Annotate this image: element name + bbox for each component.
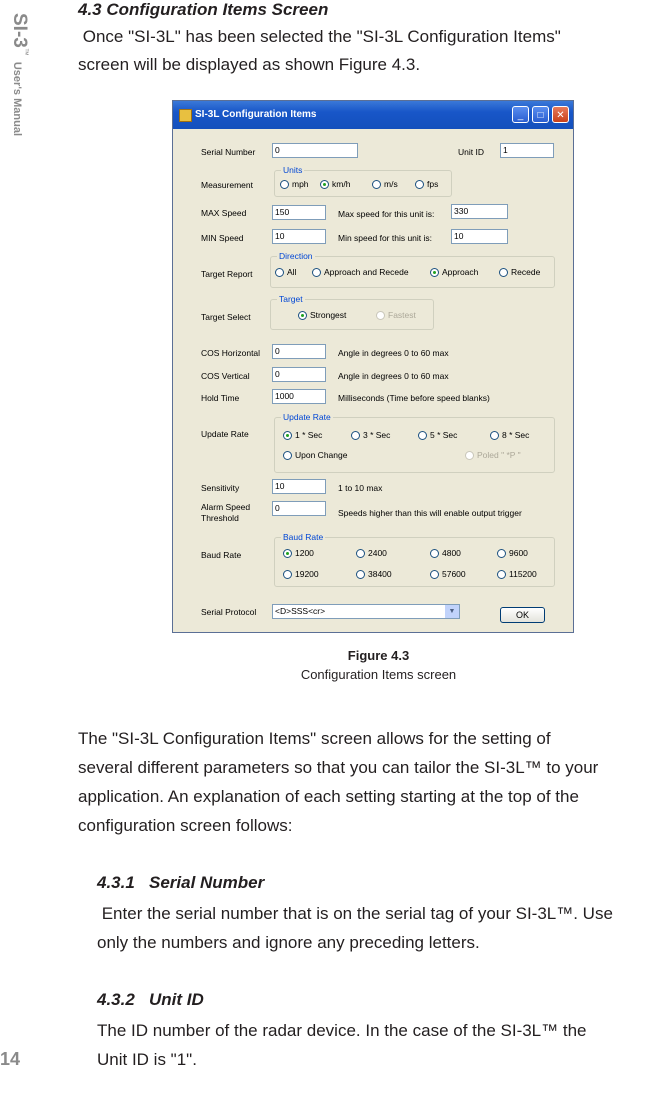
serial-protocol-label: Serial Protocol	[201, 607, 257, 617]
target-group	[270, 294, 434, 330]
serial-number-text-2: only the numbers and ignore any preceding letters.	[97, 933, 480, 952]
serial-protocol-value: <D>SSS<cr>	[275, 606, 326, 616]
serial-protocol-select[interactable]	[272, 604, 460, 619]
hold-time-label: Hold Time	[201, 393, 240, 403]
brand-name: SI-3	[9, 13, 30, 48]
alarm-speed-hint: Speeds higher than this will enable output trigger	[338, 508, 522, 518]
target-fastest-radio: Fastest	[376, 310, 416, 320]
baud-2400-radio[interactable]: 2400	[356, 548, 387, 558]
cos-horizontal-label: COS Horizontal	[201, 348, 261, 358]
serial-number-heading: 4.3.1 Serial Number	[97, 873, 265, 892]
config-window	[172, 100, 574, 633]
cos-vertical-input[interactable]: 0	[272, 367, 326, 382]
baud-group-title: Baud Rate	[283, 532, 324, 542]
sensitivity-label: Sensitivity	[201, 483, 240, 493]
unit-id-heading: 4.3.2 Unit ID	[97, 990, 204, 1009]
serial-number-text-1: Enter the serial number that is on the serial tag of your SI-3L™. Use	[97, 904, 613, 923]
alarm-speed-input[interactable]: 0	[272, 501, 326, 516]
hold-time-input[interactable]: 1000	[272, 389, 326, 404]
cos-horizontal-input[interactable]: 0	[272, 344, 326, 359]
maximize-button[interactable]: □	[532, 106, 549, 123]
min-speed-input[interactable]: 10	[272, 229, 326, 244]
baud-57600-radio[interactable]: 57600	[430, 569, 466, 579]
body-p1-line4: configuration screen follows:	[78, 816, 293, 835]
brand-tm: ™	[21, 47, 30, 56]
app-icon	[179, 109, 192, 122]
update-upon-change-radio[interactable]: Upon Change	[283, 450, 347, 460]
direction-approach-recede-radio[interactable]: Approach and Recede	[312, 267, 409, 277]
unit-kmh-radio[interactable]: km/h	[320, 179, 350, 189]
hold-time-hint: Milliseconds (Time before speed blanks)	[338, 393, 490, 403]
update-group-title: Update Rate	[283, 412, 331, 422]
serial-number-input[interactable]: 0	[272, 143, 358, 158]
unit-id-label: Unit ID	[458, 147, 484, 157]
body-p1-line1: The "SI-3L Configuration Items" screen allows for the setting of	[78, 729, 551, 748]
max-speed-unit-value: 330	[451, 204, 508, 219]
unit-mph-radio[interactable]: mph	[280, 179, 309, 189]
update-poled-radio: Poled " *P "	[465, 450, 521, 460]
cos-vertical-hint: Angle in degrees 0 to 60 max	[338, 371, 449, 381]
unit-id-input[interactable]: 1	[500, 143, 554, 158]
unit-fps-radio[interactable]: fps	[415, 179, 438, 189]
baud-19200-radio[interactable]: 19200	[283, 569, 319, 579]
direction-approach-radio[interactable]: Approach	[430, 267, 478, 277]
sidebar-brand	[8, 13, 30, 137]
sensitivity-hint: 1 to 10 max	[338, 483, 383, 493]
manual-label: User's Manual	[11, 61, 23, 137]
update-5sec-radio[interactable]: 5 * Sec	[418, 430, 457, 440]
baud-38400-radio[interactable]: 38400	[356, 569, 392, 579]
baud-rate-label: Baud Rate	[201, 550, 242, 560]
max-speed-unit-label: Max speed for this unit is:	[338, 209, 435, 219]
unit-ms-radio[interactable]: m/s	[372, 179, 398, 189]
unit-id-text-1: The ID number of the radar device. In the case of the SI-3L™ the	[97, 1021, 587, 1040]
window-title: SI-3L Configuration Items	[195, 109, 317, 120]
direction-recede-radio[interactable]: Recede	[499, 267, 540, 277]
target-report-label: Target Report	[201, 269, 253, 279]
cos-horizontal-hint: Angle in degrees 0 to 60 max	[338, 348, 449, 358]
update-rate-label: Update Rate	[201, 429, 249, 439]
title-bar	[173, 101, 573, 129]
update-3sec-radio[interactable]: 3 * Sec	[351, 430, 390, 440]
baud-4800-radio[interactable]: 4800	[430, 548, 461, 558]
baud-1200-radio[interactable]: 1200	[283, 548, 314, 558]
min-speed-unit-label: Min speed for this unit is:	[338, 233, 433, 243]
alarm-speed-label: Alarm Speed	[201, 502, 251, 512]
unit-id-text-2: Unit ID is "1".	[97, 1050, 197, 1069]
body-p1-line3: application. An explanation of each setting starting at the top of the	[78, 787, 579, 806]
body-p1-line2: several different parameters so that you can tailor the SI-3L™ to your	[78, 758, 599, 777]
update-8sec-radio[interactable]: 8 * Sec	[490, 430, 529, 440]
minimize-button[interactable]: _	[512, 106, 529, 123]
update-1sec-radio[interactable]: 1 * Sec	[283, 430, 322, 440]
baud-115200-radio[interactable]: 115200	[497, 569, 537, 579]
close-button[interactable]: ✕	[552, 106, 569, 123]
measurement-label: Measurement	[201, 180, 253, 190]
max-speed-input[interactable]: 150	[272, 205, 326, 220]
intro-line-1: Once "SI-3L" has been selected the "SI-3L Configuration Items"	[78, 27, 561, 46]
units-group	[274, 165, 452, 197]
direction-group	[270, 251, 555, 288]
page-number: 14	[0, 1049, 21, 1069]
intro-line-2: screen will be displayed as shown Figure 4.3.	[78, 55, 421, 74]
ok-button[interactable]: OK	[500, 607, 545, 623]
chevron-down-icon[interactable]: ▼	[445, 605, 459, 618]
figure-number: Figure 4.3	[347, 648, 410, 663]
serial-number-label: Serial Number	[201, 147, 256, 157]
baud-9600-radio[interactable]: 9600	[497, 548, 528, 558]
target-select-label: Target Select	[201, 312, 251, 322]
cos-vertical-label: COS Vertical	[201, 371, 250, 381]
direction-group-title: Direction	[279, 251, 313, 261]
direction-all-radio[interactable]: All	[275, 267, 296, 277]
sensitivity-input[interactable]: 10	[272, 479, 326, 494]
alarm-threshold-label: Threshold	[201, 513, 239, 523]
update-rate-group	[274, 412, 555, 473]
min-speed-unit-value: 10	[451, 229, 508, 244]
target-strongest-radio[interactable]: Strongest	[298, 310, 346, 320]
figure-caption: Configuration Items screen	[300, 667, 457, 682]
units-group-title: Units	[283, 165, 303, 175]
section-heading: 4.3 Configuration Items Screen	[78, 0, 329, 19]
max-speed-label: MAX Speed	[201, 208, 247, 218]
target-group-title: Target	[279, 294, 303, 304]
baud-rate-group	[274, 532, 555, 587]
min-speed-label: MIN Speed	[201, 233, 244, 243]
